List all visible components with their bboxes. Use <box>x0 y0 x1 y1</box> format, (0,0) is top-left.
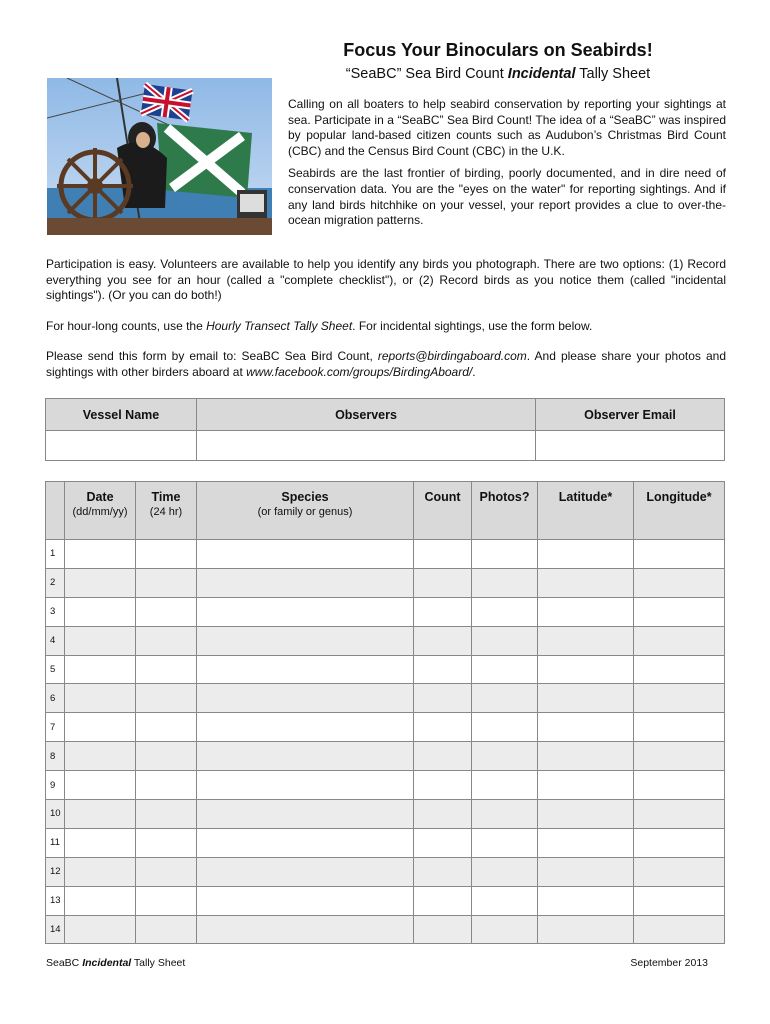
table-row <box>46 597 725 626</box>
date-field[interactable] <box>65 915 136 944</box>
species-field[interactable] <box>197 915 414 944</box>
photos-field[interactable] <box>472 597 538 626</box>
row-number: 1 <box>46 540 65 569</box>
latitude-field[interactable] <box>538 597 634 626</box>
time-field[interactable] <box>136 597 197 626</box>
photos-header-label: Photos? <box>479 490 530 504</box>
date-field[interactable] <box>65 597 136 626</box>
vessel-name-field[interactable] <box>46 431 197 461</box>
footer-prefix: SeaBC <box>46 957 83 969</box>
count-field[interactable] <box>414 684 472 713</box>
date-header-sub: (dd/mm/yy) <box>72 506 128 518</box>
footer-suffix: Tally Sheet <box>131 957 186 969</box>
time-header-label: Time <box>151 490 181 504</box>
time-field[interactable] <box>136 771 197 800</box>
date-field[interactable] <box>65 568 136 597</box>
time-field[interactable] <box>136 828 197 857</box>
photos-header <box>472 482 538 540</box>
species-field[interactable] <box>197 742 414 771</box>
table-row <box>46 915 725 944</box>
date-field[interactable] <box>65 886 136 915</box>
row-number: 9 <box>46 771 65 800</box>
longitude-field[interactable] <box>634 828 725 857</box>
longitude-header-label: Longitude* <box>646 490 712 504</box>
species-header-label: Species <box>281 490 329 504</box>
count-field[interactable] <box>414 568 472 597</box>
time-field[interactable] <box>136 886 197 915</box>
longitude-field[interactable] <box>634 857 725 886</box>
row-number: 4 <box>46 626 65 655</box>
date-field[interactable] <box>65 655 136 684</box>
longitude-field[interactable] <box>634 684 725 713</box>
count-header-label: Count <box>424 490 461 504</box>
date-field[interactable] <box>65 684 136 713</box>
latitude-field[interactable] <box>538 828 634 857</box>
species-field[interactable] <box>197 684 414 713</box>
hourly-suffix: . For incidental sightings, use the form below. <box>352 319 593 333</box>
count-field[interactable] <box>414 915 472 944</box>
row-number: 7 <box>46 713 65 742</box>
species-field[interactable] <box>197 597 414 626</box>
latitude-field[interactable] <box>538 540 634 569</box>
table-row <box>46 626 725 655</box>
longitude-field[interactable] <box>634 626 725 655</box>
email-link[interactable]: reports@birdingaboard.com <box>377 349 527 363</box>
send-text <box>46 349 726 380</box>
longitude-field[interactable] <box>634 540 725 569</box>
date-field[interactable] <box>65 857 136 886</box>
longitude-field[interactable] <box>634 915 725 944</box>
subtitle-suffix: Tally Sheet <box>575 66 651 82</box>
row-number: 11 <box>46 828 65 857</box>
row-number: 5 <box>46 655 65 684</box>
page-title: Focus Your Binoculars on Seabirds! <box>343 40 653 60</box>
send-middle: . And please share your photos and sightings with other birders aboard at <box>46 349 726 379</box>
participation-text <box>46 257 726 304</box>
latitude-header <box>538 482 634 540</box>
intro-paragraph: Calling on all boaters to help seabird conservation by reporting your sightings at sea. Participate in a “SeaBC” Sea Bird Count! The idea of a “SeaBC” was inspired by popular land-based citizen counts such as Audubon’s Christmas Bird Count (CBC) and the Census Bird Count (CBC) in the U.K. <box>288 97 726 158</box>
count-field[interactable] <box>414 597 472 626</box>
count-field[interactable] <box>414 626 472 655</box>
row-number: 3 <box>46 597 65 626</box>
send-paragraph <box>46 349 726 380</box>
time-header-sub: (24 hr) <box>149 506 183 518</box>
table-row <box>46 828 725 857</box>
date-field[interactable] <box>65 540 136 569</box>
page-subtitle <box>288 66 708 82</box>
time-field[interactable] <box>136 626 197 655</box>
date-field[interactable] <box>65 800 136 829</box>
date-field[interactable] <box>65 771 136 800</box>
longitude-field[interactable] <box>634 568 725 597</box>
table-row <box>46 540 725 569</box>
longitude-field[interactable] <box>634 886 725 915</box>
species-field[interactable] <box>197 857 414 886</box>
time-header <box>136 482 197 540</box>
species-field[interactable] <box>197 713 414 742</box>
photos-field[interactable] <box>472 742 538 771</box>
species-field[interactable] <box>197 626 414 655</box>
table-row <box>46 684 725 713</box>
species-field[interactable] <box>197 568 414 597</box>
row-number: 12 <box>46 857 65 886</box>
species-field[interactable] <box>197 828 414 857</box>
species-header-sub: (or family or genus) <box>257 506 353 518</box>
intro-paragraph: Seabirds are the last frontier of birding, poorly documented, and in dire need of conservation data. You are the "eyes on the water" for reporting sightings. And if any land birds hitchhike on your vessel, your report provides a clue to over-the-ocean migration patterns. <box>288 166 726 228</box>
date-field[interactable] <box>65 713 136 742</box>
latitude-field[interactable] <box>538 713 634 742</box>
sailboat-photo-icon <box>47 78 272 235</box>
row-number: 2 <box>46 568 65 597</box>
footer-date: September 2013 <box>630 957 708 969</box>
photos-field[interactable] <box>472 800 538 829</box>
longitude-field[interactable] <box>634 713 725 742</box>
observer-email-header: Observer Email <box>536 399 725 431</box>
row-number: 13 <box>46 886 65 915</box>
table-row <box>46 800 725 829</box>
participation-paragraph: Participation is easy. Volunteers are available to help you identify any birds you photograph. There are two options: (1) Record everything you see for an hour (called a "complete checklist"), or (2) Record birds as you notice them (called "incidental sightings"). (Or you can do both!) <box>46 257 726 303</box>
photos-field[interactable] <box>472 684 538 713</box>
send-suffix: . <box>472 364 476 379</box>
time-field[interactable] <box>136 713 197 742</box>
latitude-field[interactable] <box>538 626 634 655</box>
latitude-field[interactable] <box>538 771 634 800</box>
table-row <box>46 713 725 742</box>
species-field[interactable] <box>197 886 414 915</box>
footer-title <box>46 957 185 969</box>
time-field[interactable] <box>136 742 197 771</box>
time-field[interactable] <box>136 915 197 944</box>
species-header <box>197 482 414 540</box>
time-field[interactable] <box>136 684 197 713</box>
longitude-field[interactable] <box>634 800 725 829</box>
longitude-field[interactable] <box>634 597 725 626</box>
latitude-field[interactable] <box>538 655 634 684</box>
table-row <box>46 771 725 800</box>
facebook-link[interactable]: www.facebook.com/groups/BirdingAboard/ <box>246 364 473 379</box>
row-number-header <box>46 482 65 540</box>
longitude-header <box>634 482 725 540</box>
date-field[interactable] <box>65 742 136 771</box>
species-field[interactable] <box>197 800 414 829</box>
time-field[interactable] <box>136 857 197 886</box>
table-row <box>46 857 725 886</box>
table-row <box>46 742 725 771</box>
count-field[interactable] <box>414 828 472 857</box>
observers-field[interactable] <box>197 431 536 461</box>
vessel-name-header: Vessel Name <box>46 399 197 431</box>
latitude-field[interactable] <box>538 915 634 944</box>
subtitle-prefix: “SeaBC” Sea Bird Count <box>345 66 508 82</box>
observers-header: Observers <box>197 399 536 431</box>
row-number: 8 <box>46 742 65 771</box>
date-field[interactable] <box>65 626 136 655</box>
count-field[interactable] <box>414 655 472 684</box>
time-field[interactable] <box>136 540 197 569</box>
observer-email-field[interactable] <box>536 431 725 461</box>
photos-field[interactable] <box>472 540 538 569</box>
latitude-header-label: Latitude* <box>558 490 613 504</box>
species-field[interactable] <box>197 655 414 684</box>
subtitle-emphasis: Incidental <box>507 66 576 82</box>
count-field[interactable] <box>414 886 472 915</box>
latitude-field[interactable] <box>538 857 634 886</box>
date-header <box>65 482 136 540</box>
latitude-field[interactable] <box>538 568 634 597</box>
longitude-field[interactable] <box>634 771 725 800</box>
photos-field[interactable] <box>472 655 538 684</box>
photos-field[interactable] <box>472 828 538 857</box>
tally-table <box>45 481 725 944</box>
photos-field[interactable] <box>472 568 538 597</box>
latitude-field[interactable] <box>538 742 634 771</box>
date-field[interactable] <box>65 828 136 857</box>
hourly-prefix: For hour-long counts, use the <box>46 319 207 333</box>
count-field[interactable] <box>414 771 472 800</box>
count-field[interactable] <box>414 713 472 742</box>
species-field[interactable] <box>197 540 414 569</box>
table-row <box>46 886 725 915</box>
count-field[interactable] <box>414 540 472 569</box>
time-field[interactable] <box>136 568 197 597</box>
species-field[interactable] <box>197 771 414 800</box>
table-row <box>46 655 725 684</box>
intro-text <box>288 97 726 236</box>
footer-emphasis: Incidental <box>82 957 132 969</box>
count-header <box>414 482 472 540</box>
vessel-table <box>45 398 725 461</box>
hourly-paragraph <box>46 319 726 335</box>
photos-field[interactable] <box>472 857 538 886</box>
time-field[interactable] <box>136 655 197 684</box>
photos-field[interactable] <box>472 626 538 655</box>
time-field[interactable] <box>136 800 197 829</box>
table-row <box>46 568 725 597</box>
longitude-field[interactable] <box>634 742 725 771</box>
photos-field[interactable] <box>472 771 538 800</box>
count-field[interactable] <box>414 857 472 886</box>
longitude-field[interactable] <box>634 655 725 684</box>
photos-field[interactable] <box>472 915 538 944</box>
latitude-field[interactable] <box>538 886 634 915</box>
row-number: 10 <box>46 800 65 829</box>
hourly-sheet-link[interactable]: Hourly Transect Tally Sheet <box>206 319 353 333</box>
count-field[interactable] <box>414 800 472 829</box>
photos-field[interactable] <box>472 713 538 742</box>
send-prefix: Please send this form by email to: SeaBC Sea Bird Count, <box>46 349 378 363</box>
count-field[interactable] <box>414 742 472 771</box>
hourly-text <box>46 319 726 335</box>
row-number: 14 <box>46 915 65 944</box>
photos-field[interactable] <box>472 886 538 915</box>
latitude-field[interactable] <box>538 800 634 829</box>
latitude-field[interactable] <box>538 684 634 713</box>
row-number: 6 <box>46 684 65 713</box>
date-header-label: Date <box>86 490 114 504</box>
